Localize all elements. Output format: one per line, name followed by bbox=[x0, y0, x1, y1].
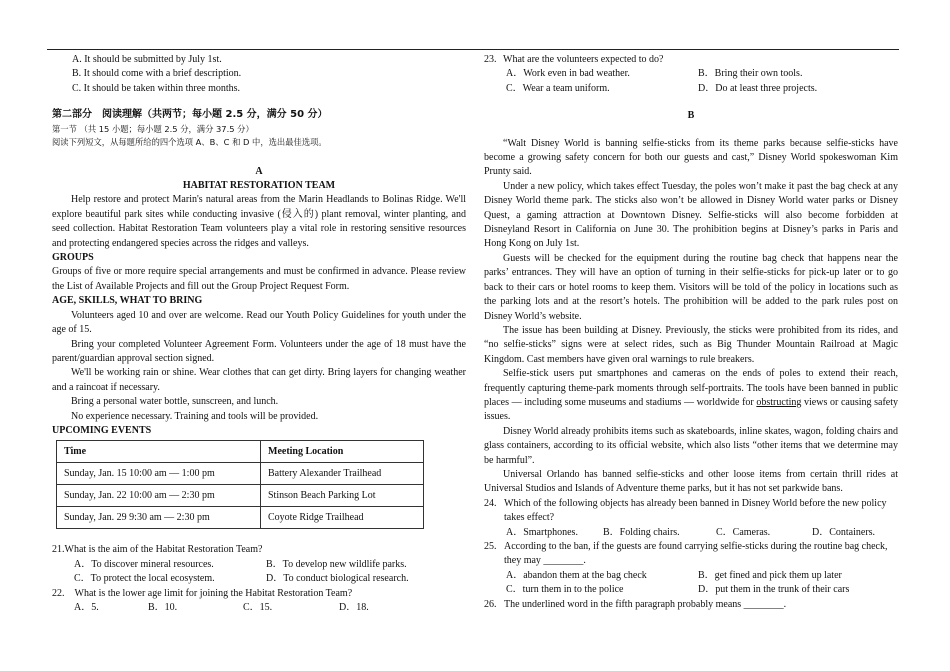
passage-b-paragraph-1: “Walt Disney World is banning selfie-sticks from its theme parks because selfie-sticks have become a growing safety concern for both our guests and cast,” Disney World spokeswoman Kim Prunty said. bbox=[484, 137, 898, 178]
table-cell-location: Coyote Ridge Trailhead bbox=[261, 507, 424, 529]
p5-text-before: Selfie-stick users put smartphones and cameras on the ends of poles to extend their reach, frequently capturing theme-park moments through self-portraits. The tools have been banned in public places — including some museums and stadiums — worldwide for bbox=[484, 368, 898, 408]
q22-options bbox=[52, 601, 466, 615]
q21-options-row2 bbox=[52, 572, 466, 586]
right-column bbox=[484, 53, 898, 612]
prev-option-b: B. It should come with a brief description. bbox=[72, 68, 242, 80]
q24-option-a: A．Smartphones. bbox=[506, 526, 578, 538]
table-cell-time: Sunday, Jan. 22 10:00 am — 2:30 pm bbox=[57, 485, 261, 507]
q25-stem: According to the ban, if the guests are found carrying selfie-sticks during the routine bag check, they may ________. bbox=[504, 541, 888, 567]
q24-options bbox=[484, 526, 898, 540]
q24-stem: Which of the following objects has already been banned in Disney World before the new policy takes effect? bbox=[504, 497, 887, 524]
q24-option-b: B．Folding chairs. bbox=[603, 526, 680, 538]
passage-letter-a: A bbox=[255, 165, 263, 177]
q21-option-c: C．To protect the local ecosystem. bbox=[74, 573, 215, 585]
q23-number: 23. bbox=[484, 54, 497, 65]
instruction: 阅读下列短文，从每题所给的四个选项 A、B、C 和 D 中，选出最佳选项。 bbox=[52, 136, 327, 147]
q23-options-row1 bbox=[484, 67, 898, 81]
passage-b-paragraph-6: Disney World already prohibits items such as skateboards, inline skates, wagon, folding chairs and glass containers, according to its official website, which also lists “other items that we determine may be harmful”. bbox=[484, 425, 898, 466]
passage-letter-b: B bbox=[687, 110, 695, 122]
passage-b-paragraph-4: The issue has been building at Disney. Previously, the sticks were prohibited from its rides, and “no selfie-sticks” signs were at select rides, such as Big Thunder Mountain Railroad at Magic Kingdom. Cast members have given oral warnings to rule breakers. bbox=[484, 324, 898, 365]
intro-paragraph: Help restore and protect Marin's natural areas from the Marin Headlands to Bolinas Ridge. We'll explore beautiful park sites while conducting invasive (侵入的) plant removal, winter planting, and seed collection. Habitat Restoration Team volunteers play a vital role in restoring sensitive resources and protecting endangered species across the ridges and valleys. bbox=[52, 194, 466, 249]
age-paragraph-2: Bring your completed Volunteer Agreement Form. Volunteers under the age of 18 must have the parent/guardian approval section signed. bbox=[52, 338, 466, 364]
q25 bbox=[484, 540, 898, 569]
q23-option-c: C．Wear a team uniform. bbox=[506, 82, 610, 94]
passage-b-paragraph-2: Under a new policy, which takes effect Tuesday, the poles won’t make it past the bag check at any Disney World theme park. The sticks also won’t be allowed in Disney World water parks or Disney Quest, a gaming attraction at Downtown Disney. Selfie-sticks will also become forbidden at Disneyland Resort in California on June 30. The prohibition begins at Disney’s parks in Paris and Hong Kong on July 1st. bbox=[484, 180, 898, 250]
q25-option-b: B．get fined and pick them up later bbox=[698, 569, 842, 581]
q23-options-row2 bbox=[484, 82, 898, 96]
section-title: 第一节 （共 15 小题；每小题 2.5 分，满分 37.5 分） bbox=[52, 123, 254, 134]
q24 bbox=[484, 497, 898, 526]
left-column bbox=[52, 53, 466, 615]
passage-b-paragraph-3: Guests will be checked for the equipment during the routine bag check that happens near the parks’ entrances. They will have an option of turning in their selfie-sticks for pick-up later or to go back to their cars or hotel rooms to keep them. Visitors will be told of the policy in locations such as the parking lots and at the resort’s hotels. The prohibition will be added to the park rules post on Disney World’s website. bbox=[484, 252, 898, 322]
table-cell-location: Stinson Beach Parking Lot bbox=[261, 485, 424, 507]
q25-options-row2 bbox=[484, 583, 898, 597]
q24-option-d: D．Containers. bbox=[812, 526, 876, 538]
q22-stem: 22. What is the lower age limit for joining the Habitat Restoration Team? bbox=[52, 587, 353, 599]
q23-stem: What are the volunteers expected to do? bbox=[503, 54, 664, 65]
underlined-word: obstructing bbox=[756, 396, 802, 408]
q21-option-d: D．To conduct biological research. bbox=[266, 573, 409, 585]
groups-heading: GROUPS bbox=[52, 252, 94, 264]
q22-option-b: B．10. bbox=[148, 601, 178, 613]
table-row bbox=[57, 507, 424, 529]
events-table bbox=[56, 440, 424, 529]
passage-b-paragraph-5 bbox=[484, 367, 898, 425]
prev-option-a: A. It should be submitted by July 1st. bbox=[72, 54, 222, 65]
q23-option-d: D．Do at least three projects. bbox=[698, 82, 818, 94]
q22-option-c: C．15. bbox=[243, 601, 273, 613]
q25-option-a: A．abandon them at the bag check bbox=[506, 569, 647, 581]
table-header-row bbox=[57, 441, 424, 463]
q21-option-b: B．To develop new wildlife parks. bbox=[266, 558, 407, 570]
table-header-location: Meeting Location bbox=[261, 441, 424, 463]
prev-option-c: C. It should be taken within three months. bbox=[72, 82, 241, 94]
q24-option-c: C．Cameras. bbox=[716, 526, 771, 538]
q25-options-row1 bbox=[484, 569, 898, 583]
table-cell-time: Sunday, Jan. 29 9:30 am — 2:30 pm bbox=[57, 507, 261, 529]
table-cell-time: Sunday, Jan. 15 10:00 am — 1:00 pm bbox=[57, 463, 261, 485]
q25-number: 25. bbox=[484, 541, 497, 552]
passage-title: HABITAT RESTORATION TEAM bbox=[182, 180, 336, 192]
age-heading: AGE, SKILLS, WHAT TO BRING bbox=[52, 295, 203, 307]
table-row bbox=[57, 485, 424, 507]
table-row bbox=[57, 463, 424, 485]
groups-text: Groups of five or more require special arrangements and must be confirmed in advance. Please review the List of Available Projects and fill out the Group Project Request Form. bbox=[52, 266, 466, 292]
q25-option-d: D．put them in the trunk of their cars bbox=[698, 584, 850, 596]
q24-number: 24. bbox=[484, 497, 497, 509]
q21-stem: 21.What is the aim of the Habitat Restoration Team? bbox=[52, 544, 263, 556]
p5-text-after: views or causing safety issues. bbox=[484, 396, 898, 423]
q21-option-a: A．To discover mineral resources. bbox=[74, 558, 214, 570]
passage-b-paragraph-7: Universal Orlando has banned selfie-sticks and other loose items from certain thrill rides at Universal Studios and Islands of Adventure theme parks, but it has not set parkwide bans. bbox=[484, 468, 898, 495]
q25-option-c: C．turn them in to the police bbox=[506, 584, 624, 596]
header-rule bbox=[47, 49, 899, 50]
q23-option-a: A．Work even in bad weather. bbox=[506, 68, 630, 80]
q22-option-d: D．18. bbox=[339, 601, 369, 613]
q21-options-row1 bbox=[52, 558, 466, 572]
age-paragraph-5: No experience necessary. Training and tools will be provided. bbox=[71, 410, 319, 422]
q22-option-a: A．5. bbox=[74, 601, 99, 613]
events-heading: UPCOMING EVENTS bbox=[52, 424, 152, 436]
q23-option-b: B．Bring their own tools. bbox=[698, 68, 803, 80]
age-paragraph-4: Bring a personal water bottle, sunscreen, and lunch. bbox=[71, 396, 279, 408]
age-paragraph-1: Volunteers aged 10 and over are welcome. Read our Youth Policy Guidelines for youth under the age of 15. bbox=[52, 309, 466, 336]
q26-number: 26. bbox=[484, 598, 497, 610]
table-cell-location: Battery Alexander Trailhead bbox=[261, 463, 424, 485]
table-header-time: Time bbox=[57, 441, 261, 463]
part-title: 第二部分 阅读理解（共两节；每小题 2.5 分，满分 50 分） bbox=[52, 109, 328, 121]
age-paragraph-3: We'll be working rain or shine. Wear clothes that can get dirty. Bring layers for changing weather and a raincoat if necessary. bbox=[52, 367, 466, 393]
q23 bbox=[484, 53, 898, 67]
q26-stem: The underlined word in the fifth paragraph probably means ________. bbox=[504, 598, 787, 610]
q26 bbox=[484, 598, 898, 612]
